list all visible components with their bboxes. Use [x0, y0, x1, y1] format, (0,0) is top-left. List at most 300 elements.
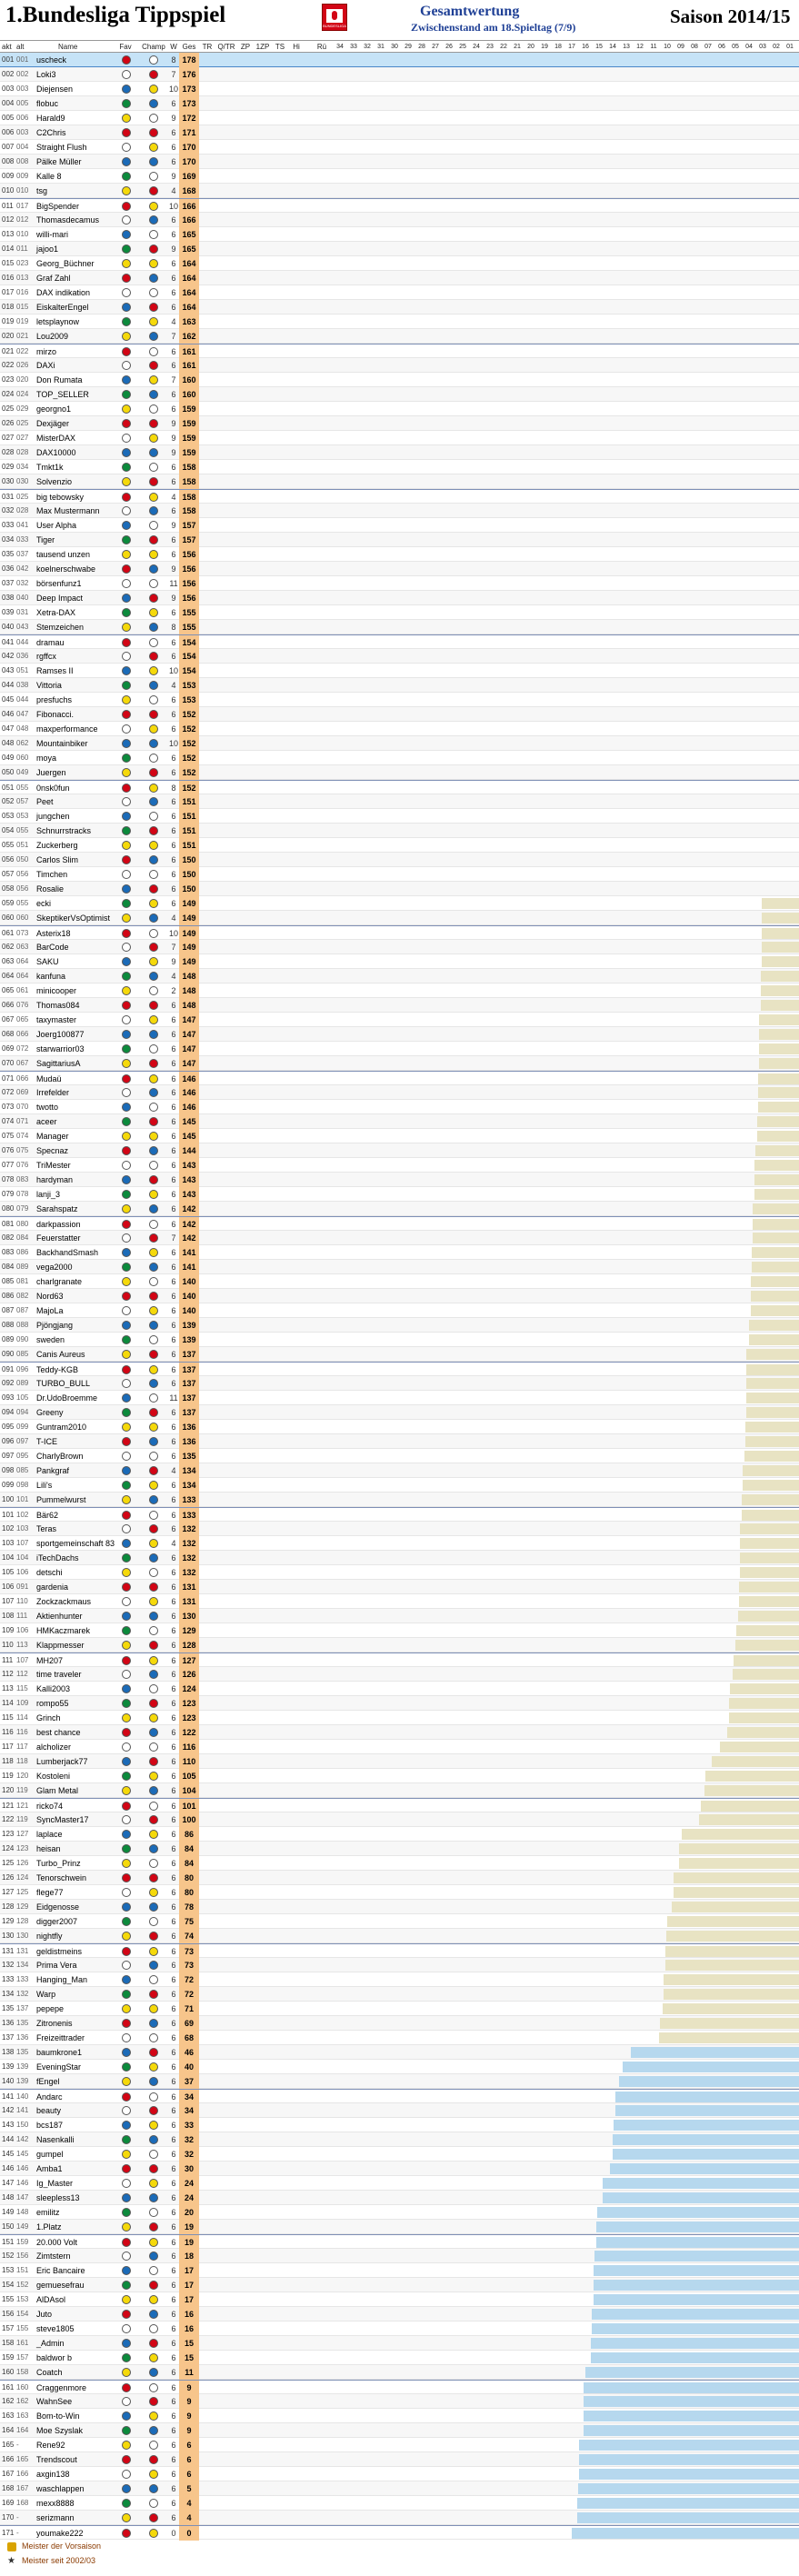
player-name[interactable]: DAXi	[36, 361, 55, 370]
table-row[interactable]	[0, 1623, 799, 1638]
table-row[interactable]	[0, 256, 799, 271]
player-name[interactable]: Max Mustermann	[36, 506, 100, 515]
table-row[interactable]	[0, 315, 799, 329]
table-row[interactable]	[0, 2481, 799, 2496]
player-name[interactable]: baumkrone1	[36, 2048, 83, 2057]
table-row[interactable]	[0, 2380, 799, 2394]
table-row[interactable]	[0, 169, 799, 184]
table-row[interactable]	[0, 998, 799, 1013]
table-row[interactable]	[0, 1216, 799, 1231]
player-name[interactable]: BackhandSmash	[36, 1248, 99, 1257]
table-row[interactable]	[0, 1696, 799, 1711]
table-row[interactable]	[0, 1027, 799, 1042]
table-row[interactable]	[0, 1085, 799, 1100]
player-name[interactable]: Vittoria	[36, 681, 62, 690]
table-row[interactable]	[0, 1885, 799, 1900]
table-row[interactable]	[0, 198, 799, 213]
player-name[interactable]: minicooper	[36, 986, 77, 995]
player-name[interactable]: Joerg100877	[36, 1030, 85, 1039]
table-row[interactable]	[0, 504, 799, 518]
table-row[interactable]	[0, 1667, 799, 1682]
player-name[interactable]: taxymaster	[36, 1015, 77, 1024]
player-name[interactable]: lanji_3	[36, 1190, 61, 1199]
table-row[interactable]	[0, 1725, 799, 1740]
table-row[interactable]	[0, 111, 799, 125]
player-name[interactable]: Pummelwurst	[36, 1495, 86, 1504]
table-row[interactable]	[0, 2452, 799, 2467]
player-name[interactable]: Ig_Master	[36, 2179, 74, 2188]
table-row[interactable]	[0, 794, 799, 809]
table-row[interactable]	[0, 969, 799, 983]
table-row[interactable]	[0, 1754, 799, 1769]
table-row[interactable]	[0, 2467, 799, 2481]
player-name[interactable]: Carlos Slim	[36, 855, 79, 864]
table-row[interactable]	[0, 344, 799, 358]
table-row[interactable]	[0, 2031, 799, 2045]
table-row[interactable]	[0, 1842, 799, 1856]
player-name[interactable]: ricko74	[36, 1802, 64, 1811]
player-name[interactable]: letsplaynow	[36, 317, 80, 326]
table-row[interactable]	[0, 2118, 799, 2132]
player-name[interactable]: Mountainbiker	[36, 739, 88, 748]
player-name[interactable]: darkpassion	[36, 1220, 81, 1229]
table-row[interactable]	[0, 184, 799, 198]
table-row[interactable]	[0, 562, 799, 576]
table-row[interactable]	[0, 1100, 799, 1114]
table-row[interactable]	[0, 2002, 799, 2016]
player-name[interactable]: sweden	[36, 1335, 65, 1344]
player-name[interactable]: Greeny	[36, 1408, 64, 1417]
table-row[interactable]	[0, 2234, 799, 2249]
table-row[interactable]	[0, 693, 799, 707]
player-name[interactable]: Amba1	[36, 2164, 63, 2173]
table-row[interactable]	[0, 445, 799, 460]
table-row[interactable]	[0, 1856, 799, 1871]
player-name[interactable]: TOP_SELLER	[36, 390, 89, 399]
player-name[interactable]: Irrefelder	[36, 1088, 70, 1097]
table-row[interactable]	[0, 155, 799, 169]
table-row[interactable]	[0, 2511, 799, 2525]
table-row[interactable]	[0, 2307, 799, 2321]
table-row[interactable]	[0, 940, 799, 954]
player-name[interactable]: vega2000	[36, 1263, 73, 1272]
table-row[interactable]	[0, 402, 799, 416]
player-name[interactable]: Xetra-DAX	[36, 608, 76, 617]
player-name[interactable]: börsenfunz1	[36, 579, 82, 588]
table-row[interactable]	[0, 1463, 799, 1478]
table-row[interactable]	[0, 853, 799, 867]
player-name[interactable]: SagittariusA	[36, 1059, 81, 1068]
player-name[interactable]: Nasenkalli	[36, 2135, 75, 2144]
table-row[interactable]	[0, 2103, 799, 2118]
table-row[interactable]	[0, 1143, 799, 1158]
table-row[interactable]	[0, 1071, 799, 1085]
player-name[interactable]: flobuc	[36, 99, 59, 108]
player-name[interactable]: Sarahspatz	[36, 1204, 78, 1213]
table-row[interactable]	[0, 1711, 799, 1725]
player-name[interactable]: tsg	[36, 186, 48, 195]
table-row[interactable]	[0, 1565, 799, 1580]
player-name[interactable]: Glam Metal	[36, 1786, 79, 1795]
player-name[interactable]: moya	[36, 754, 57, 763]
player-name[interactable]: heisan	[36, 1844, 61, 1853]
player-name[interactable]: Tmkt1k	[36, 463, 64, 472]
player-name[interactable]: MH207	[36, 1656, 64, 1665]
table-row[interactable]	[0, 1652, 799, 1667]
table-row[interactable]	[0, 1783, 799, 1798]
player-name[interactable]: Straight Flush	[36, 143, 87, 152]
player-name[interactable]: Hanging_Man	[36, 1975, 88, 1984]
player-name[interactable]: Kalli2003	[36, 1684, 71, 1693]
table-row[interactable]	[0, 1391, 799, 1405]
table-row[interactable]	[0, 2249, 799, 2263]
player-name[interactable]: Prima Vera	[36, 1961, 77, 1970]
player-name[interactable]: georgno1	[36, 404, 72, 414]
player-name[interactable]: DAX10000	[36, 448, 76, 457]
table-row[interactable]	[0, 2191, 799, 2205]
table-row[interactable]	[0, 1362, 799, 1376]
player-name[interactable]: 1.Platz	[36, 2222, 62, 2232]
player-name[interactable]: C2Chris	[36, 128, 66, 137]
table-row[interactable]	[0, 1740, 799, 1754]
table-row[interactable]	[0, 1260, 799, 1274]
table-row[interactable]	[0, 722, 799, 736]
table-row[interactable]	[0, 2060, 799, 2074]
player-name[interactable]: detschi	[36, 1568, 63, 1577]
table-row[interactable]	[0, 591, 799, 605]
player-name[interactable]: T-ICE	[36, 1437, 58, 1446]
table-row[interactable]	[0, 1594, 799, 1609]
table-row[interactable]	[0, 2132, 799, 2147]
player-name[interactable]: DAX indikation	[36, 288, 91, 297]
player-name[interactable]: TriMester	[36, 1161, 71, 1170]
table-row[interactable]	[0, 2336, 799, 2351]
player-name[interactable]: time traveler	[36, 1670, 82, 1679]
player-name[interactable]: Manager	[36, 1132, 69, 1141]
player-name[interactable]: Ramses II	[36, 666, 74, 675]
player-name[interactable]: maxperformance	[36, 724, 98, 734]
player-name[interactable]: steve1805	[36, 2324, 75, 2333]
player-name[interactable]: pepepe	[36, 2004, 65, 2013]
player-name[interactable]: SAKU	[36, 957, 59, 966]
player-name[interactable]: serizmann	[36, 2513, 75, 2522]
player-name[interactable]: Thomas084	[36, 1001, 80, 1010]
table-row[interactable]	[0, 809, 799, 824]
player-name[interactable]: Andarc	[36, 2092, 63, 2102]
player-name[interactable]: User Alpha	[36, 521, 77, 530]
table-row[interactable]	[0, 2423, 799, 2438]
player-name[interactable]: Stemzeichen	[36, 623, 85, 632]
table-row[interactable]	[0, 1202, 799, 1216]
player-name[interactable]: SyncMaster17	[36, 1815, 89, 1824]
player-name[interactable]: baldwor b	[36, 2353, 73, 2362]
player-name[interactable]: mexx8888	[36, 2499, 75, 2508]
player-name[interactable]: Nord63	[36, 1292, 64, 1301]
table-row[interactable]	[0, 2016, 799, 2031]
player-name[interactable]: Kostoleni	[36, 1772, 71, 1781]
player-name[interactable]: best chance	[36, 1728, 81, 1737]
table-row[interactable]	[0, 53, 799, 67]
player-name[interactable]: CharlyBrown	[36, 1452, 84, 1461]
table-row[interactable]	[0, 838, 799, 853]
player-name[interactable]: Rene92	[36, 2441, 65, 2450]
table-row[interactable]	[0, 751, 799, 765]
player-name[interactable]: Rosalie	[36, 884, 65, 894]
player-name[interactable]: Fibonacci.	[36, 710, 75, 719]
table-row[interactable]	[0, 2394, 799, 2409]
player-name[interactable]: presfuchs	[36, 695, 73, 704]
player-name[interactable]: Juergen	[36, 768, 66, 777]
player-name[interactable]: Solvenzio	[36, 477, 73, 486]
table-row[interactable]	[0, 765, 799, 780]
player-name[interactable]: Teddy-KGB	[36, 1365, 79, 1374]
player-name[interactable]: tausend unzen	[36, 550, 91, 559]
table-row[interactable]	[0, 620, 799, 634]
player-name[interactable]: rompo55	[36, 1699, 69, 1708]
table-row[interactable]	[0, 707, 799, 722]
player-name[interactable]: jungchen	[36, 812, 70, 821]
player-name[interactable]: Mudaü	[36, 1074, 62, 1083]
player-name[interactable]: fEngel	[36, 2077, 60, 2086]
table-row[interactable]	[0, 983, 799, 998]
table-row[interactable]	[0, 1769, 799, 1783]
player-name[interactable]: MajoLa	[36, 1306, 64, 1315]
table-row[interactable]	[0, 1972, 799, 1987]
table-row[interactable]	[0, 1929, 799, 1943]
player-name[interactable]: Zimtstern	[36, 2252, 71, 2261]
table-row[interactable]	[0, 1420, 799, 1434]
table-row[interactable]	[0, 649, 799, 664]
table-row[interactable]	[0, 1522, 799, 1536]
table-row[interactable]	[0, 213, 799, 227]
player-name[interactable]: Harald9	[36, 114, 65, 123]
player-name[interactable]: SkeptikerVsOptimist	[36, 914, 111, 923]
table-row[interactable]	[0, 1812, 799, 1827]
player-name[interactable]: big tebowsky	[36, 493, 85, 502]
table-row[interactable]	[0, 1158, 799, 1173]
player-name[interactable]: gardenia	[36, 1583, 69, 1592]
player-name[interactable]: Guntram2010	[36, 1423, 87, 1432]
table-row[interactable]	[0, 2045, 799, 2060]
player-name[interactable]: emilitz	[36, 2208, 60, 2217]
player-name[interactable]: Don Rumata	[36, 375, 83, 384]
table-row[interactable]	[0, 96, 799, 111]
table-row[interactable]	[0, 1682, 799, 1696]
player-name[interactable]: WahnSee	[36, 2397, 73, 2406]
player-name[interactable]: koelnerschwabe	[36, 564, 96, 574]
player-name[interactable]: iTechDachs	[36, 1553, 79, 1563]
player-name[interactable]: Bär62	[36, 1511, 59, 1520]
table-row[interactable]	[0, 780, 799, 794]
player-name[interactable]: Timchen	[36, 870, 68, 879]
table-row[interactable]	[0, 2263, 799, 2278]
table-row[interactable]	[0, 2438, 799, 2452]
table-row[interactable]	[0, 1289, 799, 1303]
player-name[interactable]: kanfuna	[36, 972, 66, 981]
table-row[interactable]	[0, 664, 799, 678]
player-name[interactable]: Zuckerberg	[36, 841, 78, 850]
player-name[interactable]: Klappmesser	[36, 1641, 85, 1650]
player-name[interactable]: Juto	[36, 2310, 53, 2319]
player-name[interactable]: beauty	[36, 2106, 62, 2115]
table-row[interactable]	[0, 1318, 799, 1333]
table-row[interactable]	[0, 925, 799, 940]
player-name[interactable]: Pankgraf	[36, 1466, 70, 1475]
table-row[interactable]	[0, 1609, 799, 1623]
table-row[interactable]	[0, 373, 799, 387]
player-name[interactable]: Thomasdecamus	[36, 215, 100, 225]
table-row[interactable]	[0, 1042, 799, 1056]
table-row[interactable]	[0, 867, 799, 882]
player-name[interactable]: EveningStar	[36, 2062, 82, 2072]
table-row[interactable]	[0, 125, 799, 140]
player-name[interactable]: Warp	[36, 1990, 56, 1999]
player-name[interactable]: Lumberjack77	[36, 1757, 88, 1766]
player-name[interactable]: TURBO_BULL	[36, 1379, 91, 1388]
table-row[interactable]	[0, 1958, 799, 1972]
player-name[interactable]: Zockzackmaus	[36, 1597, 92, 1606]
table-row[interactable]	[0, 736, 799, 751]
table-row[interactable]	[0, 1798, 799, 1812]
player-name[interactable]: Canis Aureus	[36, 1350, 85, 1359]
player-name[interactable]: Dr.UdoBroemme	[36, 1393, 98, 1403]
player-name[interactable]: dramau	[36, 638, 65, 647]
table-row[interactable]	[0, 1376, 799, 1391]
table-row[interactable]	[0, 82, 799, 96]
table-row[interactable]	[0, 1114, 799, 1129]
player-name[interactable]: Coatch	[36, 2368, 63, 2377]
player-name[interactable]: BarCode	[36, 943, 69, 952]
table-row[interactable]	[0, 1173, 799, 1187]
player-name[interactable]: Lou2009	[36, 332, 69, 341]
player-name[interactable]: bcs187	[36, 2121, 64, 2130]
player-name[interactable]: alcholizer	[36, 1742, 72, 1752]
player-name[interactable]: Moe Szyslak	[36, 2426, 84, 2435]
player-name[interactable]: Deep Impact	[36, 594, 84, 603]
player-name[interactable]: flege77	[36, 1888, 64, 1897]
table-row[interactable]	[0, 300, 799, 315]
player-name[interactable]: Zitronenis	[36, 2019, 73, 2028]
player-name[interactable]: Schnurrstracks	[36, 826, 92, 835]
table-row[interactable]	[0, 2176, 799, 2191]
table-row[interactable]	[0, 431, 799, 445]
table-row[interactable]	[0, 1914, 799, 1929]
table-row[interactable]	[0, 2162, 799, 2176]
table-row[interactable]	[0, 1434, 799, 1449]
table-row[interactable]	[0, 2409, 799, 2423]
player-name[interactable]: Craggenmore	[36, 2383, 87, 2392]
player-name[interactable]: 0nsk0fun	[36, 784, 70, 793]
player-name[interactable]: aceer	[36, 1117, 57, 1126]
table-row[interactable]	[0, 2365, 799, 2380]
table-row[interactable]	[0, 1827, 799, 1842]
table-row[interactable]	[0, 911, 799, 925]
player-name[interactable]: twotto	[36, 1103, 59, 1112]
table-row[interactable]	[0, 1333, 799, 1347]
player-name[interactable]: uscheck	[36, 55, 67, 65]
table-row[interactable]	[0, 474, 799, 489]
table-row[interactable]	[0, 547, 799, 562]
table-row[interactable]	[0, 882, 799, 896]
table-row[interactable]	[0, 67, 799, 82]
table-row[interactable]	[0, 634, 799, 649]
player-name[interactable]: Georg_Büchner	[36, 259, 95, 268]
player-name[interactable]: Bom-to-Win	[36, 2411, 80, 2421]
player-name[interactable]: Specnaz	[36, 1146, 69, 1155]
table-row[interactable]	[0, 1536, 799, 1551]
table-row[interactable]	[0, 2147, 799, 2162]
table-row[interactable]	[0, 1871, 799, 1885]
table-row[interactable]	[0, 1449, 799, 1463]
player-name[interactable]: Peet	[36, 797, 54, 806]
player-name[interactable]: digger2007	[36, 1917, 78, 1926]
table-row[interactable]	[0, 387, 799, 402]
table-row[interactable]	[0, 1900, 799, 1914]
player-name[interactable]: Grinch	[36, 1713, 61, 1722]
player-name[interactable]: Pälke Müller	[36, 157, 82, 166]
player-name[interactable]: Feuerstatter	[36, 1233, 81, 1243]
table-row[interactable]	[0, 954, 799, 969]
player-name[interactable]: geldistmeins	[36, 1947, 83, 1956]
player-name[interactable]: willi-mari	[36, 230, 68, 239]
table-row[interactable]	[0, 416, 799, 431]
table-row[interactable]	[0, 271, 799, 285]
table-row[interactable]	[0, 1580, 799, 1594]
table-row[interactable]	[0, 2074, 799, 2089]
player-name[interactable]: MisterDAX	[36, 434, 76, 443]
player-name[interactable]: youmake222	[36, 2529, 84, 2538]
table-row[interactable]	[0, 605, 799, 620]
table-row[interactable]	[0, 1129, 799, 1143]
table-row[interactable]	[0, 2089, 799, 2103]
player-name[interactable]: jajoo1	[36, 245, 59, 254]
table-row[interactable]	[0, 358, 799, 373]
player-name[interactable]: Turbo_Prinz	[36, 1859, 81, 1868]
player-name[interactable]: gumpel	[36, 2150, 64, 2159]
table-row[interactable]	[0, 2205, 799, 2220]
player-name[interactable]: Tenorschwein	[36, 1873, 87, 1882]
player-name[interactable]: Pjöngjang	[36, 1321, 74, 1330]
player-name[interactable]: Lili's	[36, 1481, 53, 1490]
player-name[interactable]: rgffcx	[36, 652, 56, 661]
player-name[interactable]: Dexjäger	[36, 419, 70, 428]
player-name[interactable]: Trendscout	[36, 2455, 77, 2464]
player-name[interactable]: Asterix18	[36, 929, 71, 938]
table-row[interactable]	[0, 1187, 799, 1202]
player-name[interactable]: ecki	[36, 899, 52, 908]
table-row[interactable]	[0, 1231, 799, 1245]
table-row[interactable]	[0, 1347, 799, 1362]
player-name[interactable]: Tiger	[36, 535, 55, 544]
player-name[interactable]: BigSpender	[36, 202, 80, 211]
table-row[interactable]	[0, 140, 799, 155]
table-row[interactable]	[0, 1493, 799, 1507]
player-name[interactable]: Teras	[36, 1524, 57, 1533]
table-row[interactable]	[0, 242, 799, 256]
player-name[interactable]: Aktienhunter	[36, 1612, 83, 1621]
player-name[interactable]: Kalle 8	[36, 172, 62, 181]
table-row[interactable]	[0, 1507, 799, 1522]
table-row[interactable]	[0, 518, 799, 533]
player-name[interactable]: Diejensen	[36, 85, 74, 94]
player-name[interactable]: axgin138	[36, 2470, 70, 2479]
table-row[interactable]	[0, 2351, 799, 2365]
player-name[interactable]: Eidgenosse	[36, 1902, 80, 1912]
player-name[interactable]: mirzo	[36, 347, 56, 356]
table-row[interactable]	[0, 489, 799, 504]
player-name[interactable]: charlgranate	[36, 1277, 83, 1286]
player-name[interactable]: waschlappen	[36, 2484, 85, 2493]
